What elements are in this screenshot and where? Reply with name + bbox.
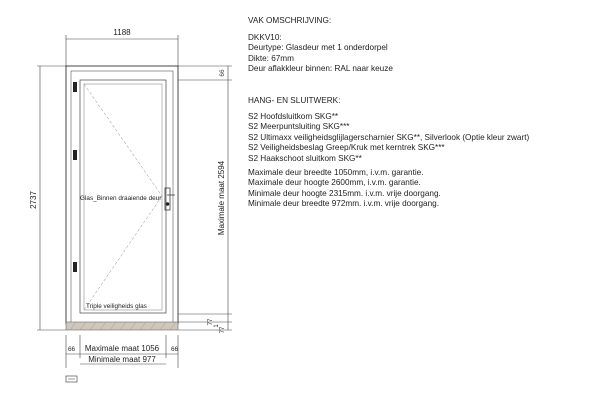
- top-width-label: 1188: [113, 28, 131, 37]
- spec-line: Dikte: 67mm: [248, 53, 294, 63]
- spec-hardware-title: HANG- EN SLUITWERK:: [248, 96, 341, 105]
- bottom-offset-2: 1: [214, 324, 220, 328]
- spec-line: S2 Veiligheidsbeslag Greep/Kruk met kerntrek SKG***: [248, 143, 445, 153]
- bottom-left-offset: 66: [68, 346, 76, 353]
- spec-block-door: [248, 33, 393, 75]
- spec-line: S2 Ultimaxx veiligheidsglijlagerscharnier SKG**, Silverlook (Optie kleur zwart): [248, 132, 530, 142]
- hinge-icons: [73, 82, 77, 272]
- spec-title: VAK OMSCHRIJVING:: [248, 16, 332, 25]
- spec-line: Deurtype: Glasdeur met 1 onderdorpel: [248, 43, 388, 53]
- spec-block-limits: [248, 168, 441, 210]
- spec-line: S2 Meerpuntsluiting SKG***: [248, 122, 350, 132]
- spec-line: Minimale deur hoogte 2315mm. i.v.m. vrije doorgang.: [248, 188, 441, 198]
- spec-line: S2 Haakschoot sluitkom SKG**: [248, 153, 362, 163]
- spec-line: Deur aflakkleur binnen: RAL naar keuze: [248, 64, 393, 74]
- spec-block-hardware: [248, 112, 529, 164]
- spec-line: Minimale deur breedte 972mm. i.v.m. vrije doorgang.: [248, 199, 439, 209]
- threshold-hatch: [66, 322, 178, 330]
- min-width-label: Minimale maat 977: [88, 355, 156, 364]
- right-height-label: Maximale maat 2594: [217, 160, 226, 236]
- bottom-right-offset: 66: [171, 346, 179, 353]
- spec-line: Maximale deur hoogte 2600mm, i.v.m. garantie.: [248, 178, 421, 188]
- max-width-label: Maximale maat 1056: [84, 344, 160, 353]
- spec-line: DKKV10:: [248, 33, 282, 42]
- top-width-dimension: [66, 35, 178, 66]
- bottom-offset-3: 77: [220, 326, 226, 334]
- glass-label: Glas_Binnen draaiende deur: [80, 195, 162, 202]
- left-height-label: 2737: [29, 191, 38, 209]
- handle-lock-icon: [165, 188, 175, 210]
- left-height-dimension: [37, 66, 66, 330]
- bottom-offset-1: 77: [208, 318, 214, 326]
- right-top-offset: 66: [219, 69, 226, 77]
- spec-line: S2 Hoofdsluitkom SKG**: [248, 112, 339, 121]
- spec-line: Maximale deur breedte 1050mm, i.v.m. garantie.: [248, 168, 424, 177]
- glass-bottom-label: Triple veiligheids glas: [86, 303, 147, 310]
